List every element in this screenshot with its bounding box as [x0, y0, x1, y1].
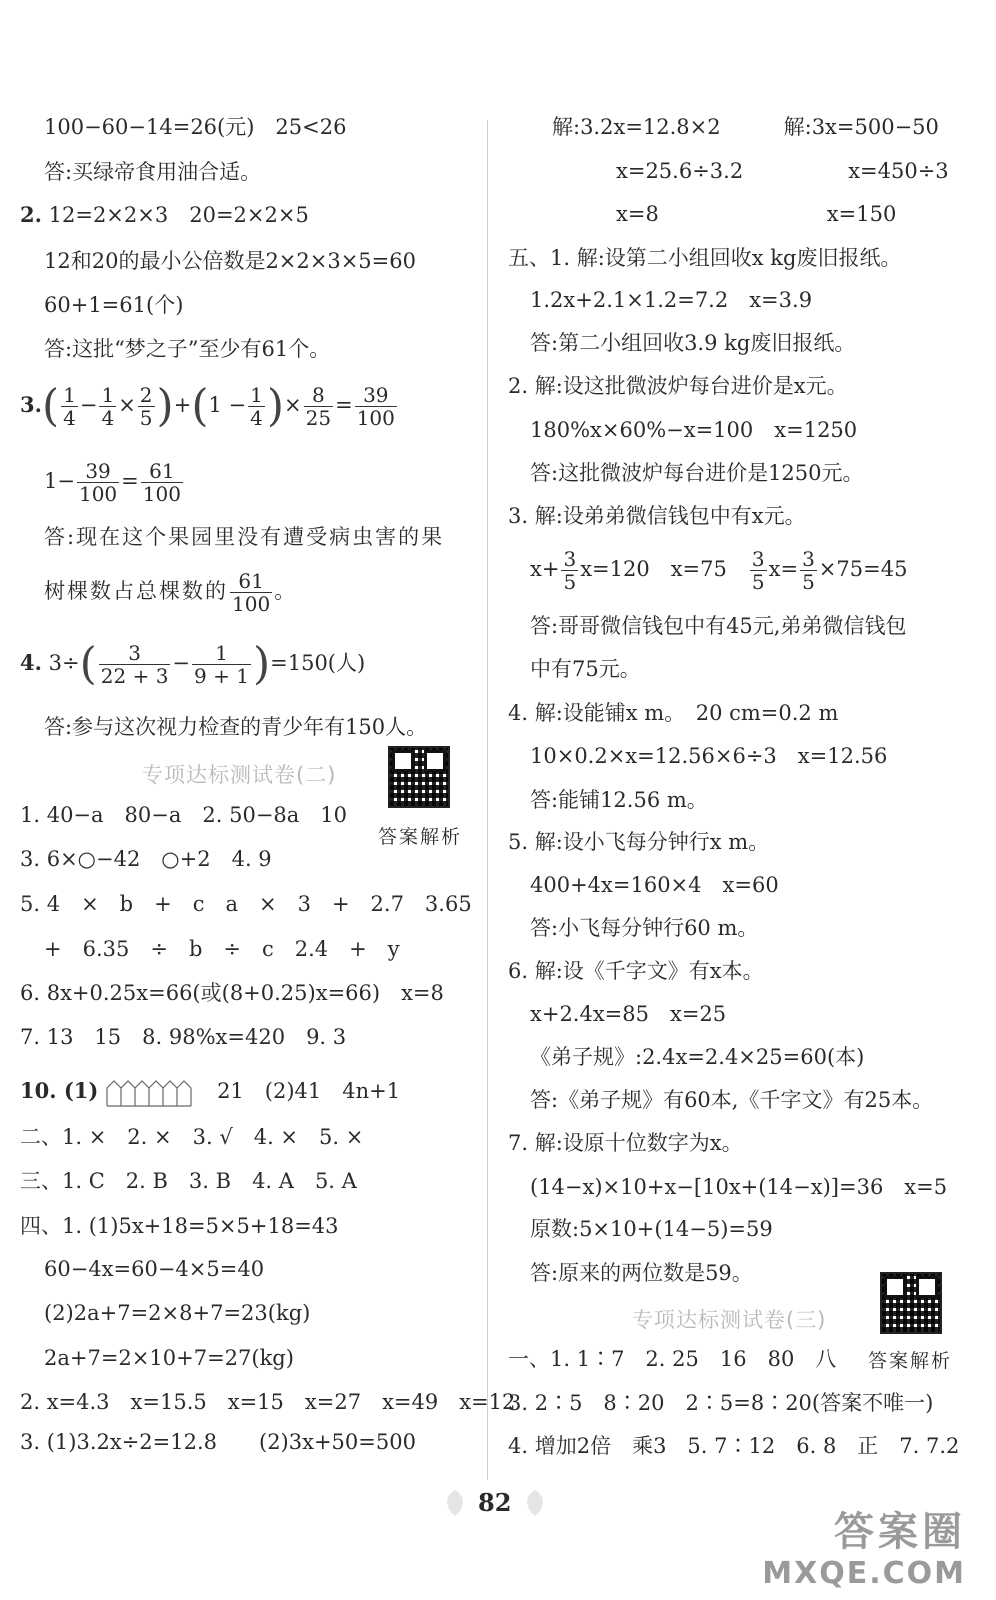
denominator: 9 + 1 — [194, 664, 249, 688]
numerator: 3 — [751, 547, 765, 571]
answer-line: 答:《弟子规》有60本,《千字文》有25本。 — [530, 1088, 934, 1112]
denominator: 100 — [356, 406, 395, 430]
numerator: 3 — [128, 641, 141, 665]
paren: ( — [41, 380, 60, 432]
text-fragment: x=120 x=75 — [580, 557, 748, 581]
text-line: 5. 解:设小飞每分钟行x m。 — [508, 830, 770, 854]
equation-line — [530, 546, 907, 593]
text-fragment: 1 − — [208, 393, 247, 417]
fraction — [141, 460, 183, 505]
numerator: 1 — [250, 383, 263, 407]
text-line: 4. 解:设能铺x m。 20 cm=0.2 m — [508, 701, 839, 725]
fence-pattern-icon — [105, 1079, 197, 1107]
qr-label: 答案解析 — [868, 1350, 953, 1372]
text-line: 2. x=4.3 x=15.5 x=15 x=27 x=49 x=12 — [20, 1390, 516, 1414]
text-line: 三、1. C 2. B 3. B 4. A 5. A — [20, 1169, 357, 1193]
question-2 — [20, 202, 309, 228]
denominator: 4 — [101, 406, 115, 430]
text-fragment: =150(人) — [270, 651, 366, 675]
text-line: 3. (1)3.2x÷2=12.8 (2)3x+50=500 — [20, 1430, 416, 1454]
fraction — [355, 384, 397, 429]
text-fragment: 3÷ — [48, 651, 80, 675]
numerator: 61 — [149, 459, 175, 483]
denominator: 5 — [751, 570, 765, 594]
denominator: 22 + 3 — [100, 664, 169, 688]
qr-code[interactable] — [880, 1272, 942, 1334]
watermark-logo-text: 答案圈 — [834, 1509, 966, 1555]
numerator: 8 — [312, 383, 325, 407]
question-number: 2. — [20, 202, 42, 227]
denominator: 4 — [250, 406, 263, 430]
text-line: 180%x×60%−x=100 x=1250 — [530, 418, 858, 442]
question-number: 3. — [20, 392, 42, 417]
text-line: 5. 4 × b + c a × 3 + 2.7 3.65 — [20, 892, 472, 916]
text-line: 解:3.2x=12.8×2 解:3x=500−50 — [552, 115, 939, 139]
text-line: + 6.35 ÷ b ÷ c 2.4 + y — [44, 937, 400, 961]
denominator: 5 — [563, 570, 577, 594]
text-line: 60−4x=60−4×5=40 — [44, 1257, 265, 1281]
denominator: 25 — [305, 406, 332, 430]
fraction — [61, 384, 78, 429]
column-divider — [487, 120, 488, 1480]
text-fragment: 树棵数占总棵数的 — [44, 579, 228, 603]
text-line: 1. 40−a 80−a 2. 50−8a 10 — [20, 803, 348, 827]
answer-line: 答:这批“梦之子”至少有61个。 — [44, 337, 331, 361]
numerator: 39 — [85, 459, 111, 483]
fraction — [750, 548, 767, 593]
paren: ) — [266, 380, 285, 432]
text-line: 60+1=61(个) — [44, 293, 184, 317]
paren: ( — [79, 638, 97, 690]
question-number: 4. — [20, 650, 42, 675]
answer-line-2 — [44, 568, 297, 615]
page-number: 82 — [478, 1488, 512, 1517]
denominator: 4 — [63, 406, 76, 430]
text-line: (14−x)×10+x−[10x+(14−x)]=36 x=5 — [530, 1175, 948, 1199]
question-3-formula: 3.( $\frac{1}{4}$ − $\frac{1}{4}$ × $\frac{2}{5}$ )+(1 − $\frac{1}{4}$ )× $\frac{8}{25}$ = $\frac{39}{100}$ — [20, 380, 395, 432]
paren: ) — [252, 638, 271, 690]
section-title: 专项达标测试卷(二) — [142, 763, 337, 787]
answer-line: 答:小飞每分钟行60 m。 — [530, 916, 759, 940]
text-line: 12和20的最小公倍数是2×2×3×5=60 — [44, 249, 416, 273]
text-line: 100−60−14=26(元) 25<26 — [44, 115, 347, 139]
text-fragment: 。 — [274, 579, 298, 603]
numerator: 1 — [215, 641, 228, 665]
text-line: (2)2a+7=2×8+7=23(kg) — [44, 1301, 311, 1325]
fraction — [138, 384, 155, 429]
fraction — [248, 384, 265, 429]
fraction — [77, 460, 119, 505]
text-fragment: x+ — [530, 557, 560, 581]
fraction — [561, 548, 578, 593]
text-line: 6. 8x+0.25x=66(或(8+0.25)x=66) x=8 — [20, 981, 444, 1005]
text-line: 3. 6×○−42 ○+2 4. 9 — [20, 847, 272, 871]
answer-line: 中有75元。 — [530, 657, 641, 681]
fraction — [230, 570, 272, 615]
text-line: 2a+7=2×10+7=27(kg) — [44, 1346, 294, 1370]
text-line: 四、1. (1)5x+18=5×5+18=43 — [20, 1214, 339, 1238]
text-line: 12=2×2×3 20=2×2×5 — [48, 203, 309, 227]
answer-line: 答:买绿帝食用油合适。 — [44, 160, 262, 184]
text-line: x=25.6÷3.2 x=450÷3 — [616, 159, 949, 183]
text-line: 6. 解:设《千字文》有x本。 — [508, 959, 764, 983]
fraction — [304, 384, 333, 429]
question-4-formula: 4. 3÷( $\frac{3}{22 + 3}$ − $\frac{1}{9 + 1}$ )=150(人) — [20, 638, 366, 690]
answer-line: 答:现在这个果园里没有遭受病虫害的果 — [44, 525, 445, 549]
leaf-ornament-icon — [520, 1488, 550, 1518]
numerator: 61 — [238, 569, 264, 593]
text-line: 10×0.2×x=12.56×6÷3 x=12.56 — [530, 744, 888, 768]
fraction — [99, 384, 116, 429]
answer-line: 答:能铺12.56 m。 — [530, 788, 708, 812]
text-line: 3. 2∶5 8∶20 2∶5=8∶20(答案不唯一) — [508, 1391, 934, 1415]
section-title: 专项达标测试卷(三) — [632, 1308, 827, 1332]
answer-line: 答:这批微波炉每台进价是1250元。 — [530, 461, 864, 485]
question-10 — [20, 1074, 400, 1108]
question-3-formula-2: 1− $\frac{39}{100}$ = $\frac{61}{100}$ — [44, 459, 181, 506]
watermark-url: MXQE.COM — [762, 1556, 966, 1591]
text-line: 一、1. 1∶7 2. 25 16 80 八 — [508, 1347, 837, 1371]
fraction — [800, 548, 817, 593]
answer-line: 答:第二小组回收3.9 kg废旧报纸。 — [530, 331, 856, 355]
numerator: 3 — [802, 547, 815, 571]
qr-label: 答案解析 — [378, 826, 463, 848]
text-line: 7. 13 15 8. 98%x=420 9. 3 — [20, 1025, 347, 1049]
text-line: x+2.4x=85 x=25 — [530, 1002, 727, 1026]
text-line: 4. 增加2倍 乘3 5. 7∶12 6. 8 正 7. 7.2 — [508, 1434, 960, 1458]
fraction — [192, 642, 251, 687]
numerator: 2 — [139, 383, 153, 407]
text-line: 400+4x=160×4 x=60 — [530, 873, 779, 897]
leaf-ornament-icon — [440, 1488, 470, 1518]
denominator: 100 — [78, 482, 118, 506]
question-number: 10. (1) — [20, 1078, 99, 1103]
text-line: 二、1. × 2. × 3. √ 4. × 5. × — [20, 1125, 364, 1149]
numerator: 3 — [563, 547, 577, 571]
text-line: 五、1. 解:设第二小组回收x kg废旧报纸。 — [508, 246, 902, 270]
paren: ( — [191, 380, 209, 432]
text-fragment: 1− — [44, 469, 75, 493]
answer-line: 答:原来的两位数是59。 — [530, 1261, 753, 1285]
qr-code[interactable] — [388, 746, 450, 808]
denominator: 100 — [142, 482, 181, 506]
text-fragment: 21 (2)41 4n+1 — [217, 1079, 401, 1103]
numerator: 39 — [363, 383, 389, 407]
text-line: 2. 解:设这批微波炉每台进价是x元。 — [508, 374, 848, 398]
numerator: 1 — [63, 383, 76, 407]
numerator: 1 — [101, 383, 115, 407]
denominator: 5 — [802, 570, 815, 594]
denominator: 5 — [139, 406, 153, 430]
text-line: 原数:5×10+(14−5)=59 — [530, 1217, 773, 1241]
denominator: 100 — [232, 592, 271, 616]
text-line: 1.2x+2.1×1.2=7.2 x=3.9 — [530, 288, 813, 312]
text-fragment: x= — [768, 557, 799, 581]
answer-line: 答:哥哥微信钱包中有45元,弟弟微信钱包 — [530, 614, 907, 638]
paren: ) — [156, 380, 174, 432]
text-fragment: ×75=45 — [818, 557, 908, 581]
text-line: 《弟子规》:2.4x=2.4×25=60(本) — [530, 1045, 865, 1069]
answer-line: 答:参与这次视力检查的青少年有150人。 — [44, 715, 428, 739]
text-line: x=8 x=150 — [616, 202, 897, 226]
fraction — [99, 642, 171, 687]
text-line: 3. 解:设弟弟微信钱包中有x元。 — [508, 504, 806, 528]
text-line: 7. 解:设原十位数字为x。 — [508, 1131, 743, 1155]
